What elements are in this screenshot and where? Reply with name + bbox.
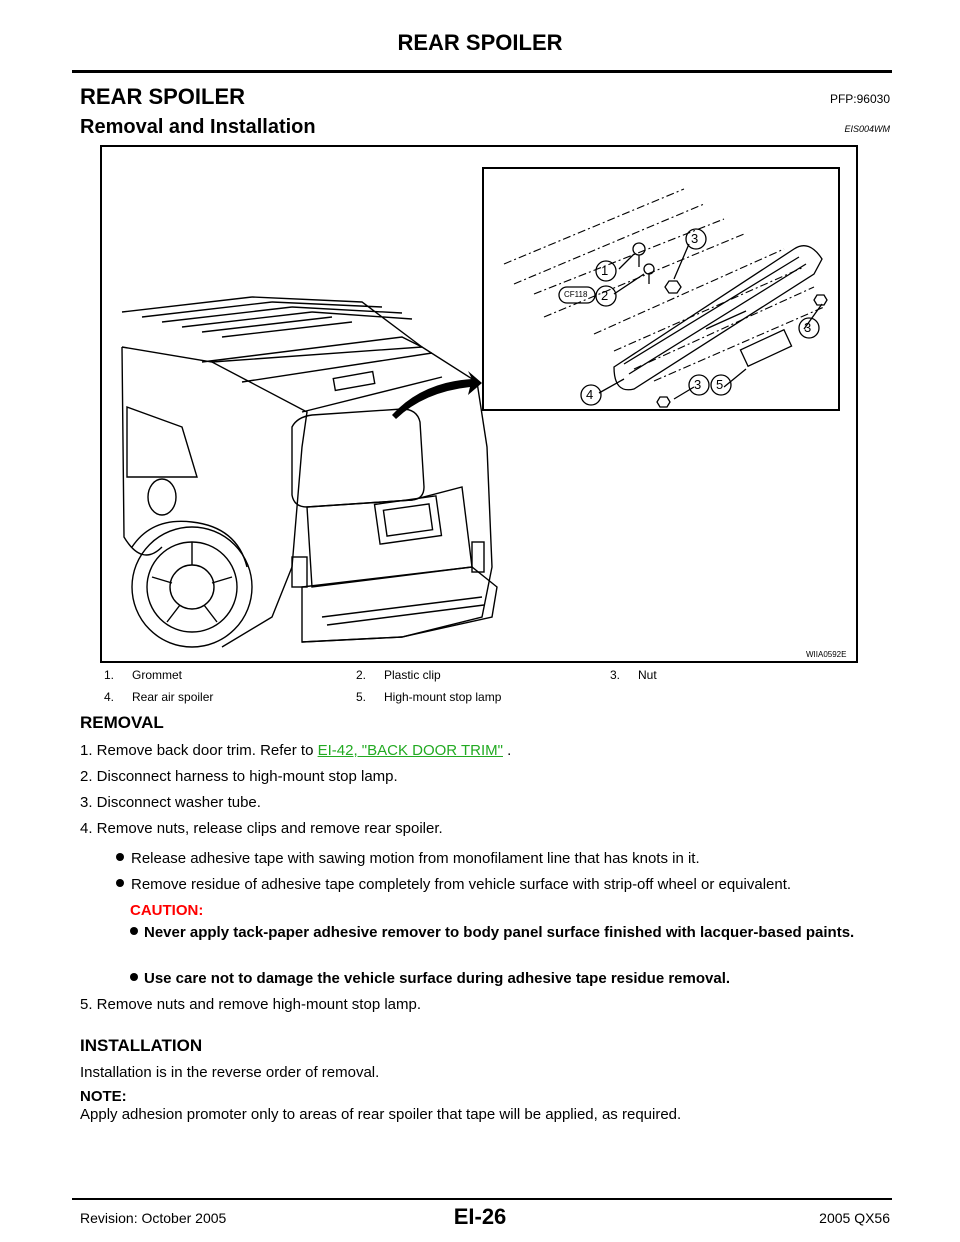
caution-label: CAUTION: [130, 902, 204, 919]
callout-3-top: 3 [691, 231, 699, 246]
caution-2-text: Use care not to damage the vehicle surface during adhesive tape residue removal. [144, 970, 731, 987]
removal-step-1 [80, 742, 511, 759]
footer-rule [72, 1198, 892, 1200]
removal-bullet-2 [116, 876, 791, 893]
bullet-2-text: Remove residue of adhesive tape completely from vehicle surface with strip-off wheel or equivalent. [131, 876, 792, 893]
removal-step-2: 2. Disconnect harness to high-mount stop lamp. [80, 768, 398, 785]
removal-step-3: 3. Disconnect washer tube. [80, 794, 261, 811]
figure-code: WIIA0592E [806, 650, 847, 659]
bullet-icon [116, 853, 124, 861]
clip-code-label: CF118 [564, 290, 588, 299]
legend-num-4: 4. [104, 690, 115, 704]
note-text: Apply adhesion promoter only to areas of rear spoiler that tape will be applied, as required. [80, 1106, 682, 1123]
bullet-icon [116, 879, 124, 887]
installation-text: Installation is in the reverse order of removal. [80, 1064, 380, 1081]
callout-2: 2 [601, 288, 609, 303]
bullet-icon [130, 927, 138, 935]
footer-model: 2005 QX56 [819, 1210, 890, 1226]
figure-legend [104, 668, 864, 708]
legend-num-5: 5. [356, 690, 367, 704]
callout-5: 5 [716, 377, 724, 392]
legend-label-3: Nut [638, 668, 657, 682]
removal-heading: REMOVAL [80, 713, 164, 732]
caution-bullet-2 [130, 970, 880, 987]
section-title: REAR SPOILER [80, 84, 246, 109]
legend-label-4: Rear air spoiler [132, 690, 214, 704]
removal-step-4: 4. Remove nuts, release clips and remove rear spoiler. [80, 820, 443, 837]
page-number: EI-26 [453, 1204, 507, 1229]
section-subtitle: Removal and Installation [80, 116, 316, 138]
step-1-suffix: . [503, 742, 512, 759]
bullet-1-text: Release adhesive tape with sawing motion from monofilament line that has knots in it. [131, 850, 700, 867]
caution-bullet-1 [130, 922, 880, 943]
removal-bullet-1 [116, 850, 700, 867]
legend-label-2: Plastic clip [384, 668, 441, 682]
callout-3-right: 3 [804, 320, 812, 335]
footer-revision: Revision: October 2005 [80, 1210, 227, 1226]
caution-1-text: Never apply tack-paper adhesive remover to body panel surface finished with lacquer-based paints. [144, 924, 855, 941]
legend-num-1: 1. [104, 668, 115, 682]
section-code: PFP:96030 [829, 92, 890, 106]
section-subcode: EIS004WM [844, 124, 890, 134]
callout-4: 4 [586, 387, 594, 402]
spoiler-exploded-view [484, 169, 838, 409]
legend-num-2: 2. [356, 668, 367, 682]
legend-label-5: High-mount stop lamp [384, 690, 502, 704]
installation-heading: INSTALLATION [80, 1036, 203, 1055]
note-label: NOTE: [80, 1088, 127, 1105]
spoiler-detail-inset [482, 167, 840, 411]
step-1-text: 1. Remove back door trim. Refer to [80, 742, 318, 759]
legend-label-1: Grommet [132, 668, 183, 682]
header-title: REAR SPOILER [397, 30, 563, 55]
callout-3-bottom: 3 [694, 377, 702, 392]
header-rule [72, 70, 892, 73]
removal-step-5: 5. Remove nuts and remove high-mount stop lamp. [80, 996, 422, 1013]
back-door-trim-link[interactable]: EI-42, "BACK DOOR TRIM" [317, 742, 503, 759]
legend-num-3: 3. [610, 668, 621, 682]
callout-1: 1 [601, 263, 609, 278]
bullet-icon [130, 973, 138, 981]
